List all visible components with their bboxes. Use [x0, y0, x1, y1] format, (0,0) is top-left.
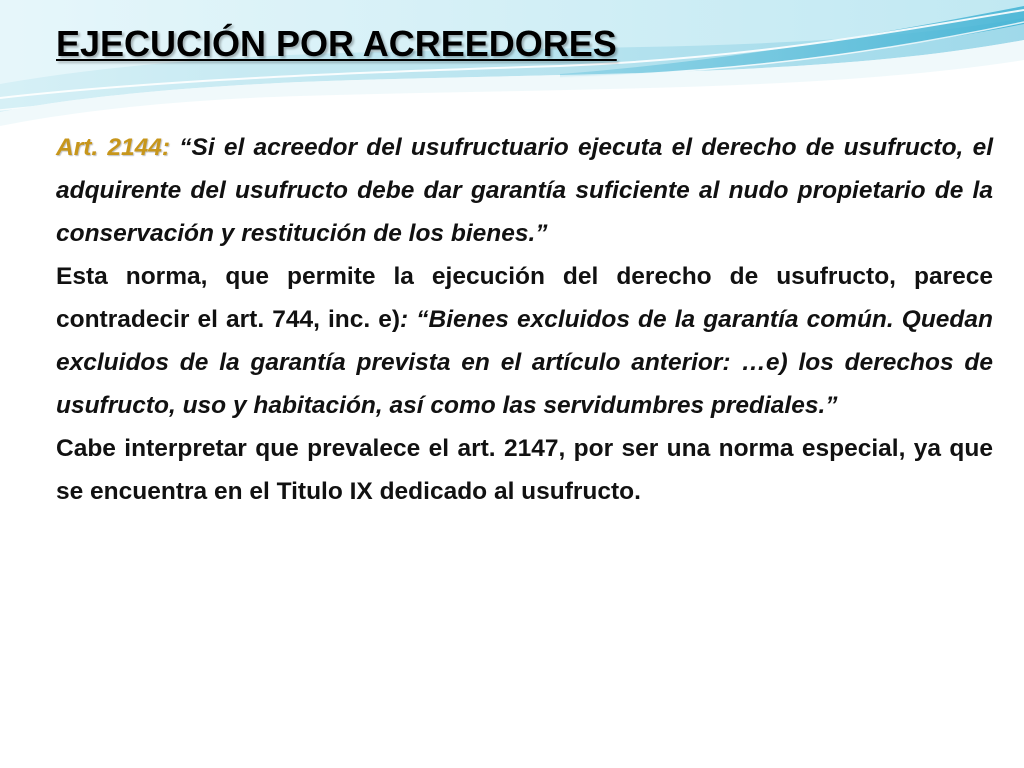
article-quote: “Si el acreedor del usufructuario ejecuta el derecho de usufructo, el adquirente del usufructo debe dar garantía suficiente al nudo propietario de la conservación y restitución de los bienes.”: [56, 134, 993, 247]
slide-title: EJECUCIÓN POR ACREEDORES: [56, 23, 617, 64]
article-reference: Art. 2144:: [56, 134, 171, 161]
paragraph-norma: [56, 255, 993, 427]
paragraph-norma-text: Esta norma, que permite la ejecución del derecho de usufructo, parece contradecir el art. 744, inc. e): [56, 263, 993, 333]
paragraph-article-2144: [56, 126, 993, 255]
paragraph-norma-quote: : “Bienes excluidos de la garantía común. Quedan excluidos de la garantía prevista en el artículo anterior: …e) los derechos de usufructo, uso y habitación, así como las servidumbres prediales.”: [56, 306, 993, 419]
paragraph-interpretacion-text: Cabe interpretar que prevalece el art. 2147, por ser una norma especial, ya que se encuentra en el Titulo IX dedicado al usufructo.: [56, 435, 993, 505]
slide-body: [56, 126, 993, 513]
paragraph-interpretacion: [56, 427, 993, 513]
